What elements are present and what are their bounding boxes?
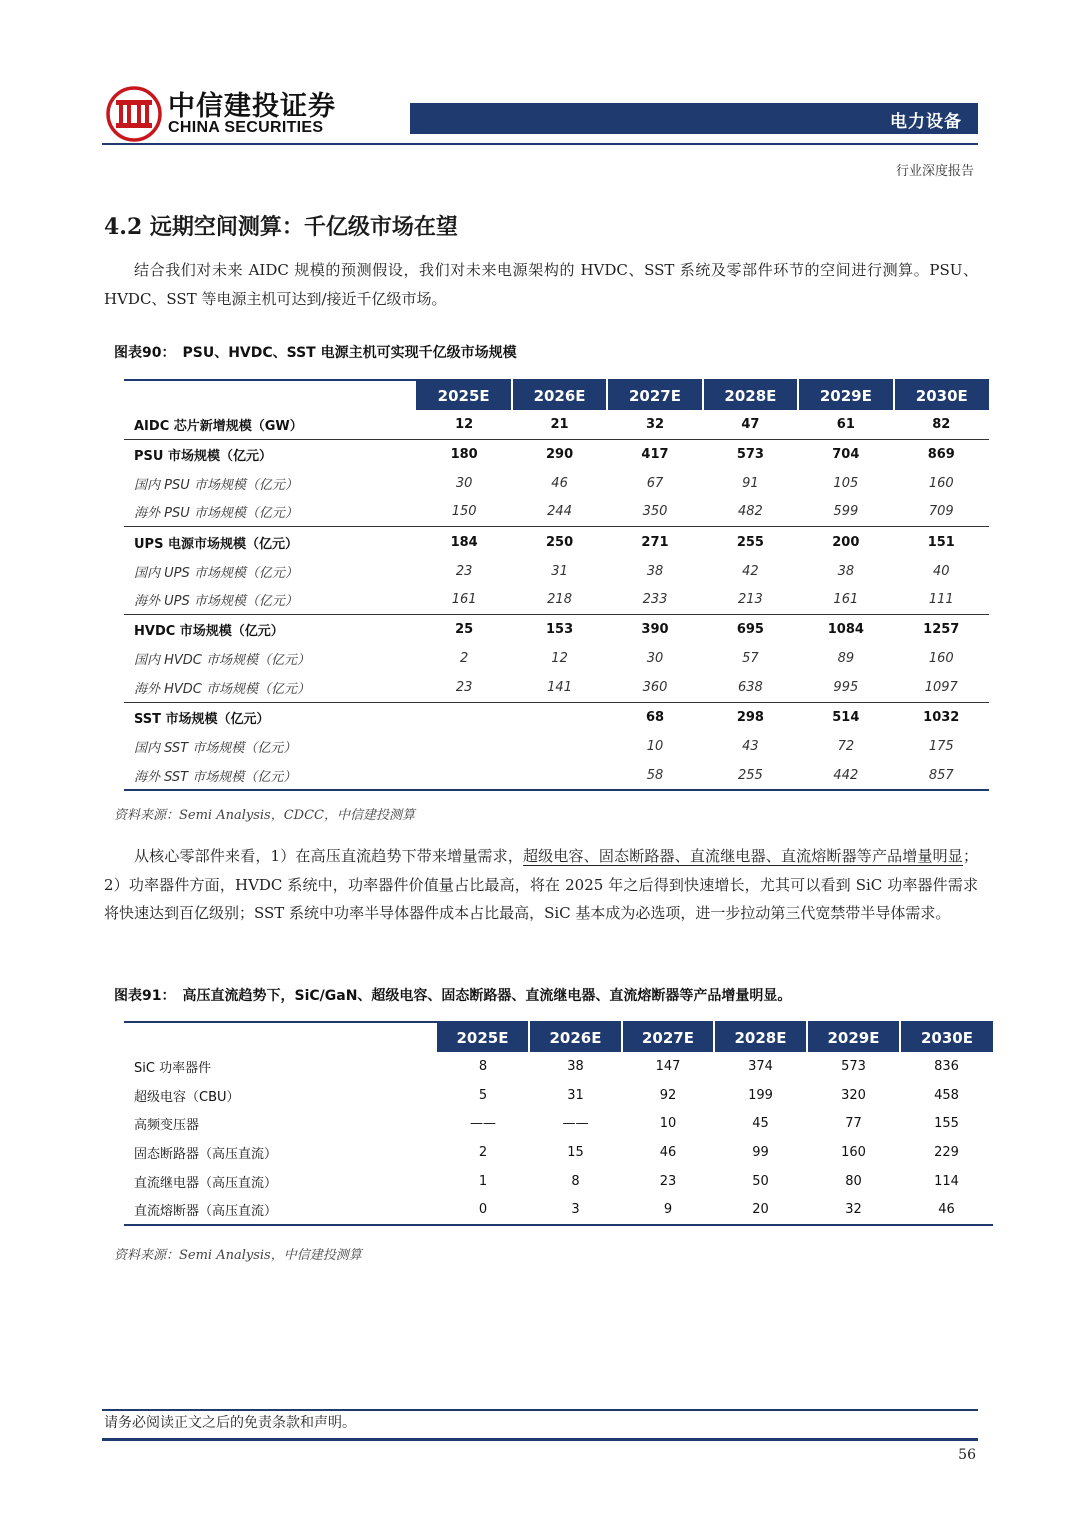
cell-value: 1097 (924, 679, 958, 695)
cell-value: 417 (607, 439, 702, 469)
cell-value: 31 (551, 563, 568, 579)
cell-value: 92 (659, 1087, 677, 1103)
cell-value: 229 (934, 1144, 959, 1160)
cell-value: 20 (752, 1202, 769, 1218)
cell-value: 271 (607, 527, 702, 557)
row-label: PSU 市场规模（亿元） (124, 439, 416, 469)
cell-value: 836 (934, 1058, 959, 1074)
cell-value: 244 (547, 504, 572, 520)
paragraph-text: 从核心零部件来看，1）在高压直流趋势下带来增量需求， (134, 847, 523, 865)
cell-value: 175 (928, 738, 954, 754)
cell-value: 31 (567, 1087, 584, 1103)
report-type: 行业深度报告 (895, 164, 974, 179)
header-blank-cell (124, 1022, 437, 1052)
cell-value: 32 (845, 1202, 862, 1218)
row-label: 直流继电器（高压直流） (134, 1175, 278, 1191)
cell-value: 709 (928, 504, 954, 520)
section-title: 4.2 远期空间测算：千亿级市场在望 (104, 214, 458, 240)
logo-chinese-name: 中信建投证券 (168, 91, 336, 122)
cell-value: 442 (833, 767, 859, 783)
cell-value: 200 (798, 527, 893, 557)
table-row (124, 1167, 993, 1196)
row-label: 固态断路器（高压直流） (134, 1146, 278, 1162)
cell-value: 40 (933, 563, 950, 579)
cell-value: 482 (738, 504, 763, 520)
col-header: 2029E (798, 380, 893, 410)
cell-value: 8 (478, 1058, 488, 1074)
row-label: 国内 UPS 市场规模（亿元） (134, 565, 298, 581)
cell-value: 233 (642, 592, 668, 608)
cell-value: 12 (455, 416, 474, 432)
col-header: 2027E (622, 1022, 714, 1052)
col-header: 2029E (807, 1022, 900, 1052)
cell-value: 298 (703, 702, 798, 732)
cell-value: 155 (934, 1116, 959, 1132)
cell-value: 180 (416, 439, 511, 469)
cell-value (512, 761, 607, 791)
col-header: 2028E (714, 1022, 807, 1052)
cell-value: 15 (567, 1144, 584, 1160)
table-row (124, 673, 989, 702)
sector-bar (410, 103, 978, 134)
col-header: 2026E (529, 1022, 622, 1052)
table-row (124, 439, 989, 469)
cell-value: 23 (455, 679, 473, 695)
cell-value: 161 (451, 592, 477, 608)
cell-value: 0 (478, 1202, 488, 1218)
cell-value: 23 (659, 1173, 677, 1189)
cell-value: 5 (478, 1087, 488, 1103)
cell-value: 111 (928, 592, 954, 608)
cell-value: 23 (455, 563, 473, 579)
cell-value: 160 (841, 1144, 866, 1160)
cell-value: 360 (642, 679, 668, 695)
cell-value: 3 (571, 1202, 580, 1218)
disclaimer-note: 请务必阅读正文之后的免责条款和声明。 (104, 1415, 356, 1431)
cell-value: 514 (798, 702, 893, 732)
sector-label: 电力设备 (890, 112, 962, 132)
cell-value: 58 (646, 767, 664, 783)
col-header: 2028E (703, 380, 798, 410)
paragraph-underlined-text: 超级电容、固态断路器、直流继电器、直流熔断器等产品增量明显 (523, 847, 963, 865)
cell-value: 1 (478, 1173, 488, 1189)
paragraph-text: ；2）功率器件方面，HVDC 系统中，功率器件价值量占比最高，将在 2025 年之后得到快速增长，尤其可以看到 SiC 功率器件需求将快速达到百亿级别；SST 系统中功率半导体器件成本占比最高，SiC 基本成为必选项，进一步拉动第三代宽禁带半导体需求。 (104, 847, 978, 922)
cell-value (512, 732, 607, 761)
table-row (124, 1195, 993, 1225)
cell-value: 38 (837, 563, 855, 579)
cell-value: 38 (646, 563, 664, 579)
cell-value: 57 (742, 651, 759, 667)
figure-90-title: 图表90： PSU、HVDC、SST 电源主机可实现千亿级市场规模 (114, 345, 517, 361)
figure-91-title: 图表91： 高压直流趋势下，SiC/GaN、超级电容、固态断路器、直流继电器、直流熔断器等产品增量明显。 (114, 988, 792, 1004)
intro-paragraph: 结合我们对未来 AIDC 规模的预测假设，我们对未来电源架构的 HVDC、SST 系统及零部件环节的空间进行测算。PSU、HVDC、SST 等电源主机可达到/接近千亿级市场。 (104, 261, 978, 308)
cell-value: 82 (932, 416, 951, 432)
cell-value: 89 (837, 651, 855, 667)
row-label: 海外 SST 市场规模（亿元） (134, 769, 297, 785)
table-row (124, 614, 989, 644)
cell-value (416, 732, 511, 761)
cell-value: 320 (841, 1087, 866, 1103)
cell-value: 857 (928, 767, 954, 783)
cell-value: 91 (742, 475, 759, 491)
cell-value (416, 702, 511, 732)
cell-value: 1032 (894, 702, 989, 732)
footer-divider (102, 1409, 978, 1411)
cell-value: 72 (837, 738, 855, 754)
cell-value: 46 (938, 1202, 955, 1218)
cell-value: —— (562, 1116, 589, 1132)
cell-value: 350 (642, 504, 668, 520)
cell-value (512, 702, 607, 732)
cell-value: 150 (451, 504, 477, 520)
cell-value: 2 (478, 1144, 488, 1160)
cell-value: 704 (798, 439, 893, 469)
cell-value: 695 (703, 614, 798, 644)
row-label: AIDC 芯片新增规模（GW） (134, 418, 303, 434)
row-label: 海外 HVDC 市场规模（亿元） (134, 681, 311, 697)
col-header: 2027E (607, 380, 702, 410)
logo-english-name: CHINA SECURITIES (168, 119, 324, 136)
cell-value: 25 (416, 614, 511, 644)
table-row (124, 469, 989, 498)
row-label: 超级电容（CBU） (134, 1089, 240, 1105)
cell-value: 99 (752, 1144, 769, 1160)
cell-value: 290 (512, 439, 607, 469)
table-row (124, 761, 989, 791)
cell-value: 67 (646, 475, 664, 491)
cell-value: 46 (659, 1144, 677, 1160)
cell-value: 250 (512, 527, 607, 557)
cell-value: 869 (894, 439, 989, 469)
cell-value: —— (470, 1116, 496, 1132)
cell-value: 32 (645, 416, 665, 432)
table-row (124, 527, 989, 557)
cell-value: 599 (833, 504, 859, 520)
col-header: 2025E (416, 380, 511, 410)
cell-value: 38 (567, 1058, 584, 1074)
table-header-row (124, 1022, 993, 1052)
cell-value: 47 (741, 416, 760, 432)
col-header: 2025E (437, 1022, 529, 1052)
header-blank-cell (124, 380, 416, 410)
cell-value: 199 (748, 1087, 773, 1103)
row-label: 高频变压器 (134, 1118, 200, 1134)
figure-90-table (124, 379, 989, 791)
cell-value: 80 (845, 1173, 862, 1189)
cell-value: 141 (547, 679, 572, 695)
cell-value: 46 (551, 475, 568, 491)
cell-value: 638 (738, 679, 763, 695)
cell-value: 255 (738, 767, 763, 783)
figure-91-source: 资料来源：Semi Analysis，中信建投测算 (114, 1248, 362, 1263)
cell-value: 9 (663, 1202, 673, 1218)
table-row (124, 557, 989, 586)
cell-value: 10 (646, 738, 664, 754)
table-row (124, 1052, 993, 1081)
cell-value: 374 (748, 1058, 773, 1074)
row-label: 国内 SST 市场规模（亿元） (134, 740, 297, 756)
row-label: SiC 功率器件 (134, 1060, 212, 1076)
cell-value: 10 (659, 1116, 677, 1132)
row-label: SST 市场规模（亿元） (124, 702, 416, 732)
cell-value: 77 (845, 1116, 862, 1132)
cell-value: 68 (607, 702, 702, 732)
row-label: 海外 UPS 市场规模（亿元） (134, 594, 298, 610)
page-number: 56 (958, 1447, 976, 1463)
row-label: 国内 HVDC 市场规模（亿元） (134, 653, 311, 669)
cell-value: 50 (752, 1173, 769, 1189)
cell-value: 160 (928, 651, 954, 667)
col-header: 2026E (512, 380, 607, 410)
company-logo-icon (105, 86, 163, 142)
row-label: 直流熔断器（高压直流） (134, 1204, 278, 1220)
table-row (124, 1081, 993, 1110)
row-label: UPS 电源市场规模（亿元） (124, 527, 416, 557)
cell-value: 995 (833, 679, 859, 695)
cell-value: 43 (742, 738, 759, 754)
cell-value: 213 (738, 592, 763, 608)
cell-value: 153 (512, 614, 607, 644)
figure-90-source: 资料来源：Semi Analysis，CDCC，中信建投测算 (114, 808, 415, 823)
cell-value: 184 (416, 527, 511, 557)
table-row (124, 585, 989, 614)
cell-value: 458 (934, 1087, 959, 1103)
cell-value: 61 (836, 416, 855, 432)
cell-value: 1084 (798, 614, 893, 644)
table-header-row (124, 380, 989, 410)
col-header: 2030E (900, 1022, 993, 1052)
cell-value: 151 (894, 527, 989, 557)
cell-value: 114 (934, 1173, 959, 1189)
cell-value: 147 (655, 1058, 681, 1074)
table-row (124, 498, 989, 527)
cell-value: 218 (547, 592, 572, 608)
body-paragraph (104, 842, 978, 928)
header-divider (102, 143, 978, 145)
cell-value: 45 (752, 1116, 769, 1132)
col-header: 2030E (894, 380, 989, 410)
cell-value: 12 (551, 651, 568, 667)
table-row (124, 702, 989, 732)
table-row (124, 1109, 993, 1138)
cell-value: 8 (571, 1173, 580, 1189)
row-label: 海外 PSU 市场规模（亿元） (134, 506, 298, 522)
cell-value: 255 (703, 527, 798, 557)
row-label: 国内 PSU 市场规模（亿元） (134, 477, 298, 493)
table-row (124, 410, 989, 439)
cell-value: 2 (460, 651, 469, 667)
cell-value: 160 (928, 475, 954, 491)
cell-value: 42 (742, 563, 759, 579)
cell-value (416, 761, 511, 791)
cell-value: 30 (455, 475, 473, 491)
cell-value: 161 (833, 592, 859, 608)
table-row (124, 732, 989, 761)
footer-divider-thick (102, 1438, 978, 1441)
cell-value: 573 (703, 439, 798, 469)
table-row (124, 644, 989, 673)
table-row (124, 1138, 993, 1167)
cell-value: 1257 (894, 614, 989, 644)
cell-value: 30 (646, 651, 664, 667)
cell-value: 390 (607, 614, 702, 644)
cell-value: 105 (833, 475, 859, 491)
figure-91-table (124, 1021, 993, 1226)
row-label: HVDC 市场规模（亿元） (124, 614, 416, 644)
cell-value: 573 (841, 1058, 866, 1074)
cell-value: 21 (550, 416, 569, 432)
